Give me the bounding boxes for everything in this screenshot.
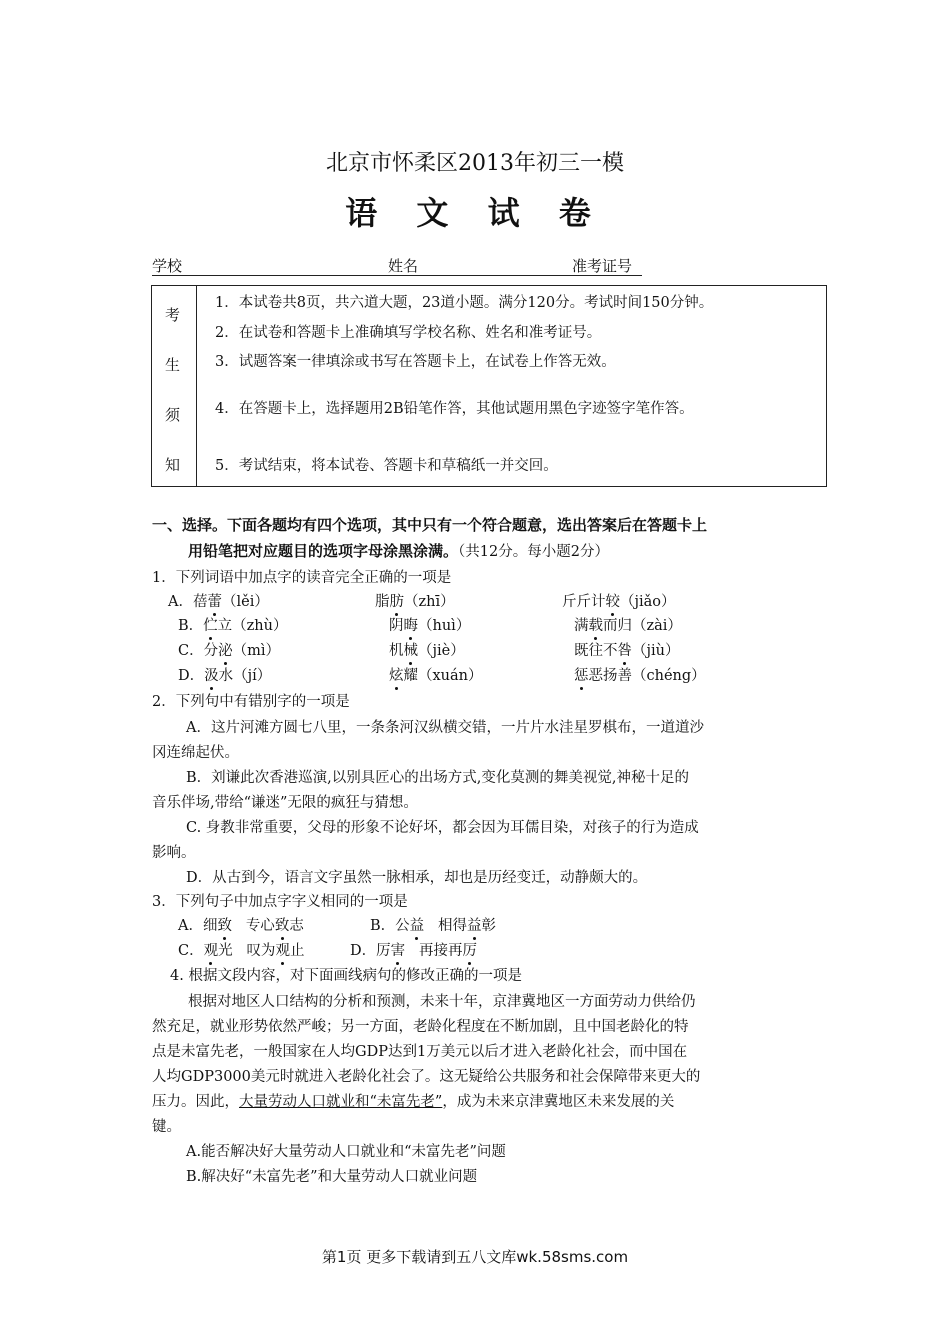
word-part: 志	[289, 918, 304, 934]
notice-side-label	[152, 286, 197, 486]
notice-item: 2．在试卷和答题卡上准确填写学校名称、姓名和准考证号。	[215, 325, 602, 341]
q1-option-a	[168, 590, 269, 611]
word-part: 蓓	[192, 594, 208, 610]
option-label: D．	[178, 668, 205, 684]
dotted-char: 咎	[617, 643, 632, 659]
student-info-line	[152, 255, 642, 276]
q4-passage-line: 根据对地区人口结构的分析和预测，未来十年，京津冀地区一方面劳动力供给仍	[188, 994, 696, 1010]
notice-item: 4．在答题卡上，选择题用2B铅笔作答，其他试题用黑色字迹签字笔作答。	[215, 401, 694, 417]
word-part: 彰	[481, 918, 496, 934]
q3-option-a	[178, 914, 304, 935]
q4-option-a: A.能否解决好大量劳动人口就业和“未富先老”问题	[186, 1144, 506, 1160]
notice-side-char: 知	[165, 456, 181, 474]
word-part: 压力。因此，	[152, 1094, 239, 1110]
dotted-char: 械	[403, 643, 418, 659]
notice-side-char: 须	[165, 406, 181, 424]
q4-passage-line: 人均GDP3000美元时就进入老龄化社会了。这无疑给公共服务和社会保障带来更大的	[152, 1069, 701, 1085]
word-part: 机	[389, 643, 404, 659]
q1-option-a-word2	[375, 590, 455, 611]
question-1-stem: 1．下列词语中加点字的读音完全正确的一项是	[152, 570, 452, 586]
word-part: 恶扬善（chéng）	[588, 668, 706, 684]
dotted-char: 较	[605, 594, 620, 610]
dotted-char: 益	[409, 918, 425, 934]
section-heading: 一、选择。下面各题均有四个选项，其中只有一个符合题意，选出答案后在答题卡上	[152, 516, 708, 534]
word-part: 立（zhù）	[217, 618, 288, 634]
word-part: 止	[289, 943, 305, 959]
word-part: D．厉	[350, 943, 391, 959]
dotted-char: 害	[390, 943, 406, 959]
q4-passage-line	[152, 1090, 674, 1111]
q2-option-a-cont: 冈连绵起伏。	[152, 745, 239, 761]
word-part: 叹为	[246, 943, 276, 959]
q1-option-d-word3	[574, 664, 706, 685]
word-part: 专心	[245, 918, 275, 934]
dotted-char: 致	[274, 918, 290, 934]
name-label: 姓名	[388, 257, 419, 275]
q4-passage-line: 点是未富先老，一般国家在人均GDP达到1万美元以后才进入老龄化社会，而中国在	[152, 1044, 688, 1060]
notice-item: 3．试题答案一律填涂或书写在答题卡上，在试卷上作答无效。	[215, 354, 616, 370]
word-part: B．公	[370, 918, 410, 934]
dotted-char: 炫	[389, 668, 404, 684]
option-label: B．	[178, 618, 204, 634]
dotted-char: 观	[203, 943, 219, 959]
word-part: A．细	[178, 918, 218, 934]
q3-option-c	[178, 939, 304, 960]
dotted-char: 蕾	[207, 594, 222, 610]
word-part: （lěi）	[221, 594, 269, 610]
word-part: 相得	[437, 918, 467, 934]
word-part: 脂	[375, 594, 390, 610]
notice-side-char: 生	[165, 356, 181, 374]
dotted-char: 致	[217, 918, 232, 934]
word-part: ，成为未来京津冀地区未来发展的关	[442, 1094, 675, 1110]
word-part: 而归（zài）	[603, 618, 682, 634]
dotted-char: 载	[588, 618, 603, 634]
word-part: 斤斤计	[562, 594, 606, 610]
q3-option-b	[370, 914, 496, 935]
word-part: （jiǎo）	[620, 594, 676, 610]
dotted-char: 汲	[204, 668, 219, 684]
document-title: 北京市怀柔区2013年初三一模	[326, 151, 624, 176]
q1-option-b-word3	[574, 614, 682, 635]
q3-option-d	[350, 939, 477, 960]
word-part: 阴	[389, 618, 404, 634]
section-heading-note: （共12分。每小题2分）	[458, 544, 609, 560]
dotted-char: 泌	[218, 643, 233, 659]
q1-option-c-word3	[574, 639, 679, 660]
section-heading-text: 用铅笔把对应题目的选项字母涂黑涂满。	[188, 542, 459, 560]
word-part: 满	[574, 618, 589, 634]
q4-passage-line: 然充足，就业形势依然严峻；另一方面，老龄化程度在不断加剧，且中国老龄化的特	[152, 1019, 689, 1035]
option-label: C．	[178, 643, 204, 659]
q1-option-b	[178, 614, 287, 635]
word-part: （zhī）	[404, 594, 455, 610]
q4-option-b: B.解决好“未富先老”和大量劳动人口就业问题	[186, 1169, 478, 1185]
word-part: （jiù）	[632, 643, 680, 659]
q2-option-d: D．从古到今，语言文字虽然一脉相承，却也是历经变迁，动静颇大的。	[186, 870, 648, 886]
q2-option-c: C. 身教非常重要，父母的形象不论好坏，都会因为耳儒目染，对孩子的行为造成	[186, 820, 699, 836]
word-part: （huì）	[418, 618, 471, 634]
word-part: 再接再	[418, 943, 463, 959]
word-part: 光	[218, 943, 233, 959]
dotted-char: 厉	[462, 943, 477, 959]
dotted-char: 观	[275, 943, 290, 959]
word-part: 水（jí）	[218, 668, 272, 684]
section-heading-line2	[188, 540, 609, 561]
option-label: A．	[168, 594, 193, 610]
q1-option-c-word2	[389, 639, 465, 660]
question-4-stem: 4. 根据文段内容，对下面画线病句的修改正确的一项是	[170, 968, 522, 984]
question-3-stem: 3．下列句子中加点字字义相同的一项是	[152, 894, 408, 910]
q2-option-a: A．这片河滩方圆七八里，一条条河汉纵横交错，一片片水洼星罗棋布，一道道沙	[186, 720, 704, 736]
q1-option-d-word2	[389, 664, 483, 685]
school-label: 学校	[152, 257, 183, 275]
q2-option-b-cont: 音乐伴场,带给“谦迷”无限的疯狂与猜想。	[152, 795, 418, 811]
exam-notice-box	[151, 285, 827, 487]
word-part: （jiè）	[418, 643, 465, 659]
dotted-char: 益	[466, 918, 482, 934]
notice-item: 5．考试结束，将本试卷、答题卡和草稿纸一并交回。	[215, 458, 558, 474]
dotted-char: 惩	[574, 668, 589, 684]
document-subtitle: 语 文 试 卷	[345, 194, 605, 232]
q2-option-b: B．刘谦此次香港巡演,以别具匠心的出场方式,变化莫测的舞美视觉,神秘十足的	[186, 770, 689, 786]
exam-id-label: 准考证号	[572, 257, 633, 275]
notice-side-char: 考	[165, 306, 181, 324]
dotted-char: 晦	[403, 618, 418, 634]
question-2-stem: 2．下列句中有错别字的一项是	[152, 694, 350, 710]
word-part: C．	[178, 943, 204, 959]
word-part: 分	[203, 643, 219, 659]
page-footer: 第1页 更多下载请到五八文库wk.58sms.com	[321, 1248, 629, 1266]
q1-option-d	[178, 664, 271, 685]
dotted-char: 伫	[203, 618, 218, 634]
q1-option-c	[178, 639, 280, 660]
q2-option-c-cont: 影响。	[152, 845, 196, 861]
word-part: 耀（xuán）	[403, 668, 483, 684]
word-part: （mì）	[232, 643, 280, 659]
q1-option-b-word2	[389, 614, 470, 635]
dotted-char: 肪	[389, 594, 404, 610]
notice-item: 1．本试卷共8页，共六道大题，23道小题。满分120分。考试时间150分钟。	[215, 295, 714, 311]
word-part: 既往不	[574, 643, 618, 659]
q4-passage-line: 键。	[152, 1119, 181, 1135]
underlined-sentence: 大量劳动人口就业和“未富先老”	[239, 1094, 443, 1110]
q1-option-a-word3	[562, 590, 676, 611]
